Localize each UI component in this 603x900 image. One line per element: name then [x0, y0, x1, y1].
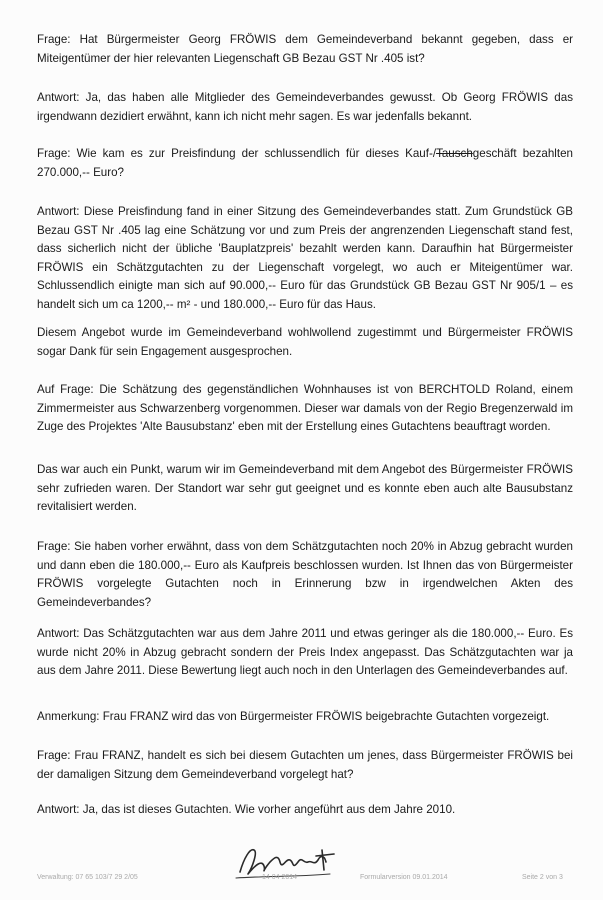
question-paragraph: Frage: Hat Bürgermeister Georg FRÖWIS dem Gemeindeverband bekannt gegeben, dass er Miteigentümer der hier relevanten Liegenschaft GB Bezau GST Nr .405 ist?: [37, 33, 573, 65]
remark-paragraph: Anmerkung: Frau FRANZ wird das von Bürgermeister FRÖWIS beigebrachte Gutachten vorgezeigt.: [37, 710, 550, 723]
footer-reference: Verwaltung: 07 65 103/7 29 2/05: [37, 874, 138, 881]
answer-paragraph: Antwort: Das Schätzgutachten war aus dem Jahre 2011 und etwas geringer als die 180.000,-- Euro. Es wurde nicht 20% in Abzug gebracht sondern der Preis Index angepasst. Das Schätzgutachten war ja aus dem Jahre 2011. Diese Bewertung liegt auch noch in den Unterlagen des Gemeindeverbandes auf.: [37, 627, 573, 678]
question-paragraph: Frage: Frau FRANZ, handelt es sich bei diesem Gutachten um jenes, dass Bürgermeister FRÖWIS bei der damaligen Sitzung dem Gemeindeverband vorgelegt hat?: [37, 749, 573, 781]
question-paragraph: Frage: Sie haben vorher erwähnt, dass von dem Schätzgutachten noch 20% in Abzug gebracht wurden und dann eben die 180.000,-- Euro als Kaufpreis beschlossen wurden. Ist Ihnen das von Bürgermeister FRÖWIS vorgelegte Gutachten noch in Erinnerung bzw in irgendwelchen Akten des Gemeindeverbandes?: [37, 540, 573, 609]
statement-paragraph: Auf Frage: Die Schätzung des gegenständlichen Wohnhauses ist von BERCHTOLD Roland, einem Zimmermeister aus Schwarzenberg vorgenommen. Dieser war damals von der Regio Bregenzerwald im Zuge des Projektes 'Alte Bausubstanz' eben mit der Erstellung eines Gutachtens beauftragt worden.: [37, 383, 573, 434]
footer-form-version: Formularversion 09.01.2014: [360, 874, 448, 881]
statement-paragraph: Diesem Angebot wurde im Gemeindeverband wohlwollend zugestimmt und Bürgermeister FRÖWIS sogar Dank für sein Engagement ausgesprochen.: [37, 326, 573, 358]
answer-paragraph: Antwort: Ja, das haben alle Mitglieder des Gemeindeverbandes gewusst. Ob Georg FRÖWIS das irgendwann dezidiert erwähnt, kann ich nicht mehr sagen. Es war jedenfalls bekannt.: [37, 91, 573, 123]
struck-through-word: Tausch: [436, 147, 473, 160]
question-text-part: Frage: Wie kam es zur Preisfindung der schlussendlich für dieses Kauf-/: [37, 147, 437, 160]
statement-paragraph: Das war auch ein Punkt, warum wir im Gemeindeverband mit dem Angebot des Bürgermeister FRÖWIS sehr zufrieden waren. Der Standort war sehr gut geeignet und es konnte eben auch alte Bausubstanz revitalisiert werden.: [37, 463, 573, 514]
answer-paragraph: Antwort: Ja, das ist dieses Gutachten. Wie vorher angeführt aus dem Jahre 2010.: [37, 803, 456, 816]
question-text-part: geschäft bezahlten 270.000,-- Euro?: [37, 147, 573, 179]
footer-page-number: Seite 2 von 3: [522, 874, 563, 881]
answer-paragraph: Antwort: Diese Preisfindung fand in einer Sitzung des Gemeindeverbandes statt. Zum Grundstück GB Bezau GST Nr .405 lag eine Schätzung vor und zum Preis der angrenzenden Liegenschaft stand fest, dass sicherlich nicht der übliche 'Bauplatzpreis' bezahlt werden kann. Daraufhin hat Bürgermeister FRÖWIS ein Schätzgutachten zu der Liegenschaft vorgelegt, wo auch er Miteigentümer war. Schlussendlich einigte man sich auf 90.000,-- Euro für das Grundstück GB Bezau GST Nr 905/1 – es handelt sich um ca 1200,-- m² - und 180.000,-- Euro für das Haus.: [37, 205, 573, 311]
question-paragraph: [37, 145, 573, 182]
footer-date: 14 04 2014: [262, 874, 298, 881]
